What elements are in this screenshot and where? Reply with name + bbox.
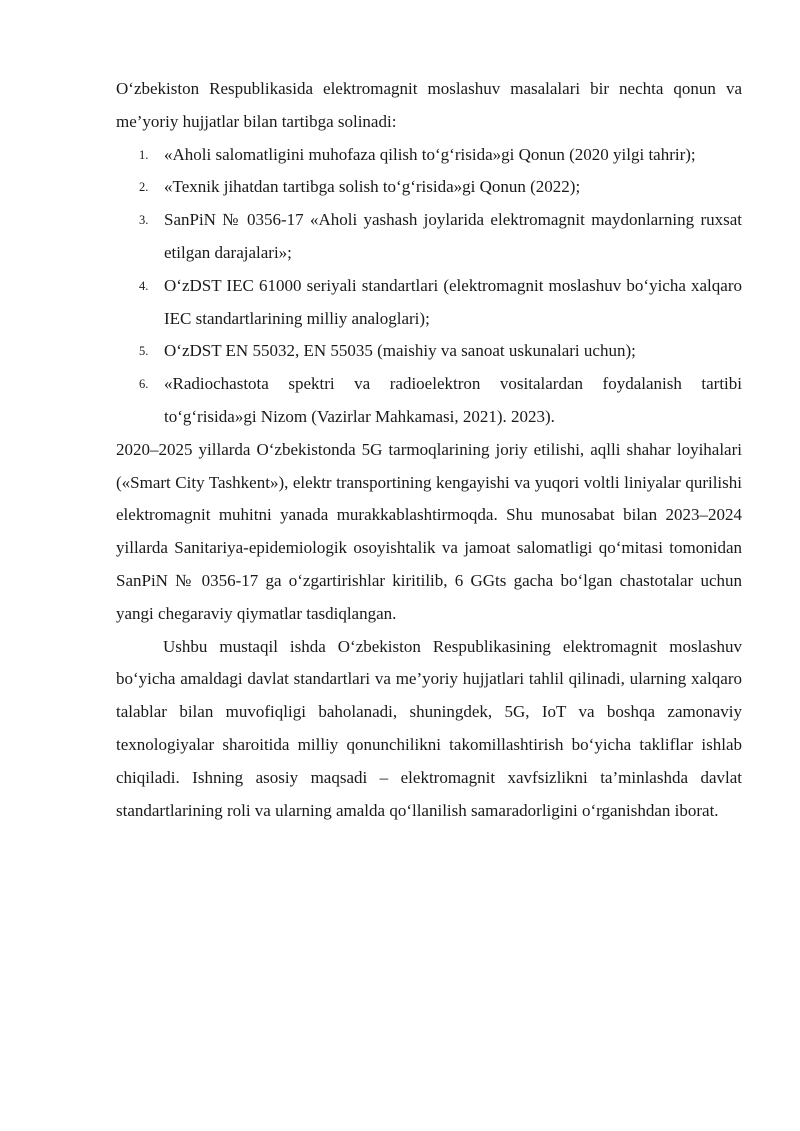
intro-paragraph: O‘zbekiston Respublikasida elektromagnit moslashuv masalalari bir nechta qonun va me’yoriy hujjatlar bilan tartibga solinadi: (116, 79, 742, 131)
body-paragraph-1: 2020–2025 yillarda O‘zbekistonda 5G tarmoqlarining joriy etilishi, aqlli shahar loyihalari («Smart City Tashkent»), elektr transportining kengayishi va yuqori voltli liniyalar qurilishi elektromagnit muhitni yanada murakkablashtirmoqda. Shu munosabat bilan 2023–2024 yillarda Sanitariya-epidemiologik osoyishtalik va jamoat salomatligi qo‘mitasi tomonidan SanPiN № 0356-17 ga o‘zgartirishlar kiritilib, 6 GGts gacha bo‘lgan chastotalar uchun yangi chegaraviy qiymatlar tasdiqlangan. (116, 439, 742, 623)
list-item-text: «Radiochastota spektri va radioelektron vositalardan foydalanish tartibi to‘g‘risida»gi Nizom (Vazirlar Mahkamasi, 2021). 2023). (164, 374, 742, 426)
list-number: 3. (139, 213, 149, 228)
list-number: 2. (139, 180, 149, 195)
regulation-list (116, 139, 742, 434)
list-number: 1. (139, 147, 149, 162)
list-item-text: O‘zDST IEC 61000 seriyali standartlari (elektromagnit moslashuv bo‘yicha xalqaro IEC standartlarining milliy analoglari); (164, 275, 742, 328)
list-number: 5. (139, 344, 149, 359)
list-number: 4. (139, 278, 149, 293)
list-item-text: O‘zDST EN 55032, EN 55035 (maishiy va sanoat uskunalari uchun); (164, 341, 636, 361)
list-item (116, 139, 742, 172)
list-item (116, 171, 742, 204)
list-item (116, 368, 742, 434)
list-number: 6. (139, 377, 149, 392)
list-item (116, 270, 742, 336)
list-item (116, 204, 742, 270)
list-item (116, 335, 742, 368)
list-item-text: «Aholi salomatligini muhofaza qilish to‘g‘risida»gi Qonun (2020 yilgi tahrir); (164, 144, 696, 164)
body-paragraph-2: Ushbu mustaqil ishda O‘zbekiston Respublikasining elektromagnit moslashuv bo‘yicha amaldagi davlat standartlari va me’yoriy hujjatlari tahlil qilinadi, ularning xalqaro talablar bilan muvofiqligi baholanadi, shuningdek, 5G, IoT va boshqa zamonaviy texnologiyalar sharoitida milliy qonunchilikni takomillashtirish bo‘yicha takliflar ishlab chiqiladi. Ishning asosiy maqsadi – elektromagnit xavfsizlikni ta’minlashda davlat standartlarining roli va ularning amalda qo‘llanilish samaradorligini o‘rganishdan iborat. (116, 636, 742, 820)
document-page (116, 73, 742, 827)
list-item-text: «Texnik jihatdan tartibga solish to‘g‘risida»gi Qonun (2022); (164, 177, 581, 197)
list-item-text: SanPiN № 0356-17 «Aholi yashash joylarida elektromagnit maydonlarning ruxsat etilgan darajalari»; (164, 210, 742, 262)
